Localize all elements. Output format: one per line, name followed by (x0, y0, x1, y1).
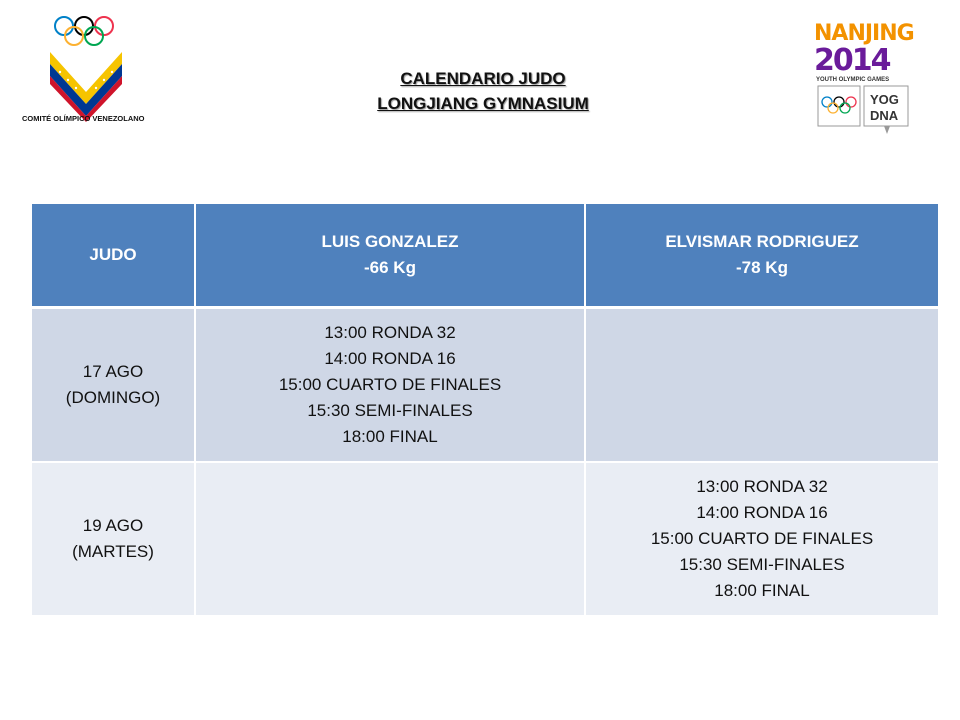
title-line-1: CALENDARIO JUDO (400, 69, 566, 88)
schedule-cell: 13:00 RONDA 32 14:00 RONDA 16 15:00 CUARTO DE FINALES 15:30 SEMI-FINALES 18:00 FINAL (195, 308, 585, 463)
weight-class: -78 Kg (736, 258, 788, 277)
schedule-cell-empty (585, 308, 939, 463)
athlete-name: LUIS GONZALEZ (321, 232, 459, 251)
schedule-cell: 13:00 RONDA 32 14:00 RONDA 16 15:00 CUARTO DE FINALES 15:30 SEMI-FINALES 18:00 FINAL (585, 462, 939, 615)
logo-subtitle: YOUTH OLYMPIC GAMES (816, 77, 890, 83)
nanjing-logo-icon (812, 12, 916, 138)
header-luis-gonzalez (195, 204, 585, 308)
table-row (31, 462, 939, 615)
table-row (31, 308, 939, 463)
weight-class: -66 Kg (364, 258, 416, 277)
athlete-name: ELVISMAR RODRIGUEZ (665, 232, 859, 251)
judo-schedule-table (30, 204, 940, 615)
logo-year: 2014 (814, 43, 890, 78)
schedule-cell-empty (195, 462, 585, 615)
date-cell: 19 AGO (MARTES) (31, 462, 195, 615)
committee-name: COMITÉ OLÍMPICO VENEZOLANO (22, 114, 145, 123)
logo-yog: YOG (870, 92, 899, 107)
olympic-rings-chevron-icon (20, 14, 200, 126)
title-line-2: LONGJIANG GYMNASIUM (377, 94, 589, 113)
header-elvismar-rodriguez (585, 204, 939, 308)
header-judo: JUDO (31, 204, 195, 308)
nanjing-2014-logo (812, 12, 916, 138)
table-header-row (31, 204, 939, 308)
page-title (300, 66, 666, 116)
logo-dna: DNA (870, 108, 899, 123)
venezuelan-olympic-committee-logo (20, 14, 200, 126)
logo-word: NANJING (814, 21, 914, 46)
date-cell: 17 AGO (DOMINGO) (31, 308, 195, 463)
